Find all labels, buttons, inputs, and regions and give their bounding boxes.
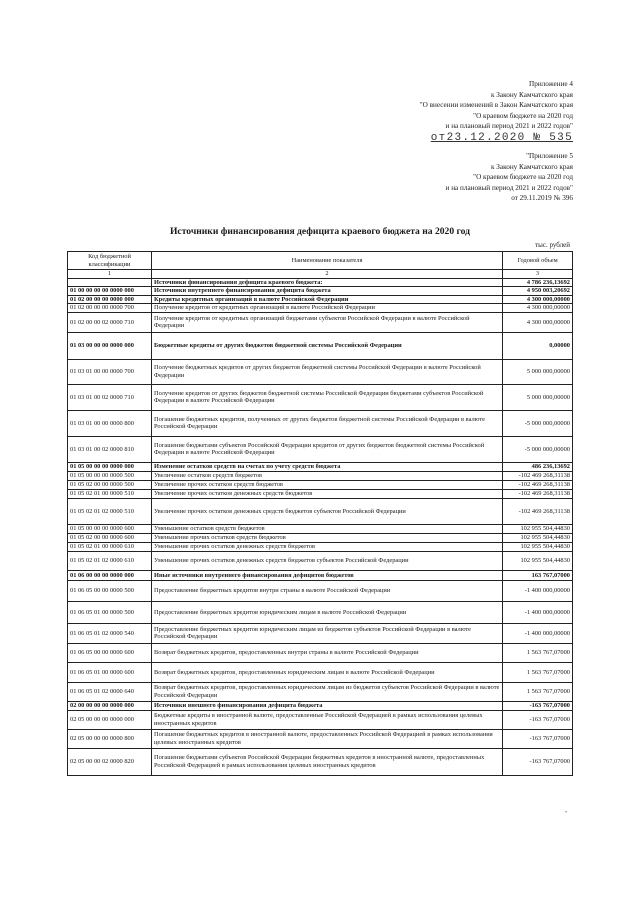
column-number: 2 bbox=[152, 270, 503, 279]
header-code: Код бюджетной классификации bbox=[68, 252, 152, 270]
row-value: -1 400 000,00000 bbox=[503, 623, 573, 643]
units-label: тыс. рублей bbox=[535, 241, 570, 249]
row-value: -1 400 000,00000 bbox=[503, 580, 573, 601]
row-value: -5 000 000,00000 bbox=[503, 436, 573, 462]
table-row bbox=[68, 410, 573, 436]
appendix-4-line: и на плановый период 2021 и 2022 годов" bbox=[445, 122, 573, 131]
row-value: 4 300 000,00000 bbox=[503, 312, 573, 332]
row-name: Бюджетные кредиты в иностранной валюте, предоставленные Российской Федерацией в рамках использования целевых иностранных кредитов bbox=[152, 710, 503, 729]
row-code: 01 00 00 00 00 0000 000 bbox=[68, 287, 152, 296]
appendix-5-line: от 29.11.2019 № 396 bbox=[511, 194, 573, 203]
table-row bbox=[68, 498, 573, 524]
row-name: Предоставление бюджетных кредитов внутри страны в валюте Российской Федерации bbox=[152, 580, 503, 601]
row-value: 1 563 767,07000 bbox=[503, 662, 573, 682]
table-row bbox=[68, 551, 573, 570]
row-value: 5 000 000,00000 bbox=[503, 384, 573, 410]
table-row bbox=[68, 312, 573, 332]
row-value: 486 236,13692 bbox=[503, 462, 573, 471]
appendix-5-line: к Закону Камчатского края bbox=[491, 162, 573, 171]
row-value: -102 469 268,31138 bbox=[503, 489, 573, 498]
closing-quote-mark: " bbox=[565, 811, 568, 817]
column-number-row bbox=[68, 270, 573, 279]
table-header-row bbox=[68, 252, 573, 270]
table-row bbox=[68, 278, 573, 287]
table-row bbox=[68, 332, 573, 359]
table-row bbox=[68, 570, 573, 580]
row-code: 01 03 01 00 00 0000 800 bbox=[68, 410, 152, 436]
table-row bbox=[68, 436, 573, 462]
appendix-4-line: "О внесении изменений в Закон Камчатского края bbox=[419, 101, 573, 110]
row-code bbox=[68, 278, 152, 287]
appendix-5-line: и на плановый период 2021 и 2022 годов" bbox=[445, 183, 573, 192]
table-row bbox=[68, 710, 573, 729]
row-name: Предоставление бюджетных кредитов юридическим лицам в валюте Российской Федерации bbox=[152, 601, 503, 623]
row-value: -102 469 268,31138 bbox=[503, 480, 573, 489]
row-value: -163 767,07000 bbox=[503, 710, 573, 729]
row-code: 01 05 02 01 02 0000 610 bbox=[68, 551, 152, 570]
table-row bbox=[68, 462, 573, 471]
row-value: 1 563 767,07000 bbox=[503, 682, 573, 701]
row-code: 02 05 00 00 02 0000 820 bbox=[68, 748, 152, 775]
table-row bbox=[68, 729, 573, 748]
row-code: 01 03 00 00 00 0000 000 bbox=[68, 332, 152, 359]
table-row bbox=[68, 662, 573, 682]
row-code: 01 02 00 00 02 0000 710 bbox=[68, 312, 152, 332]
financing-sources-table bbox=[67, 251, 573, 776]
table-row bbox=[68, 643, 573, 662]
table-row bbox=[68, 580, 573, 601]
row-value: 4 300 000,00000 bbox=[503, 304, 573, 313]
row-value: -102 469 268,31138 bbox=[503, 498, 573, 524]
row-name: Предоставление бюджетных кредитов юридическим лицам из бюджетов субъектов Российской Федерации в валюте Российской Федерации bbox=[152, 623, 503, 643]
table-row bbox=[68, 287, 573, 296]
row-value: 4 786 236,13692 bbox=[503, 278, 573, 287]
appendix-5-line: "Приложение 5 bbox=[526, 152, 573, 160]
row-code: 01 06 05 00 00 0000 600 bbox=[68, 643, 152, 662]
row-code: 01 05 00 00 00 0000 000 bbox=[68, 462, 152, 471]
table-row bbox=[68, 524, 573, 533]
row-code: 02 05 00 00 00 0000 800 bbox=[68, 729, 152, 748]
row-code: 01 02 00 00 00 0000 700 bbox=[68, 304, 152, 313]
row-name: Погашение бюджетных кредитов, полученных от других бюджетов бюджетной системы Российской Федерации в валюте Российской Федерации bbox=[152, 410, 503, 436]
row-code: 01 05 02 01 02 0000 510 bbox=[68, 498, 152, 524]
table-row bbox=[68, 489, 573, 498]
table-row bbox=[68, 384, 573, 410]
table-row bbox=[68, 480, 573, 489]
row-value: 163 767,07000 bbox=[503, 570, 573, 580]
row-name: Уменьшение остатков средств бюджетов bbox=[152, 524, 503, 533]
row-name: Источники внутреннего финансирования дефицита бюджета bbox=[152, 287, 503, 296]
row-code: 01 05 00 00 00 0000 600 bbox=[68, 524, 152, 533]
table-body bbox=[68, 278, 573, 775]
row-name: Возврат бюджетных кредитов, предоставленных юридическим лицам в валюте Российской Федерации bbox=[152, 662, 503, 682]
row-code: 01 06 05 01 02 0000 540 bbox=[68, 623, 152, 643]
column-number: 3 bbox=[503, 270, 573, 279]
row-value: 1 563 767,07000 bbox=[503, 643, 573, 662]
row-value: -102 469 268,31138 bbox=[503, 471, 573, 480]
appendix-5-header bbox=[446, 151, 573, 204]
row-code: 01 05 02 01 00 0000 610 bbox=[68, 542, 152, 551]
appendix-5-line: "О краевом бюджете на 2020 год bbox=[473, 173, 573, 182]
row-name: Получение кредитов от других бюджетов бюджетной системы Российской Федерации бюджетами субъектов Российской Федерации в валюте Российской Федерации bbox=[152, 384, 503, 410]
table-row bbox=[68, 682, 573, 701]
row-code: 01 06 05 01 00 0000 600 bbox=[68, 662, 152, 682]
appendix-4-line: к Закону Камчатского края bbox=[491, 90, 573, 99]
row-value: 102 955 504,44830 bbox=[503, 524, 573, 533]
row-value: -1 400 000,00000 bbox=[503, 601, 573, 623]
row-code: 01 03 01 00 00 0000 700 bbox=[68, 359, 152, 384]
row-name: Кредиты кредитных организаций в валюте Российской Федерации bbox=[152, 295, 503, 304]
row-name: Иные источники внутреннего финансирования дефицитов бюджетов bbox=[152, 570, 503, 580]
row-value: -163 767,07000 bbox=[503, 729, 573, 748]
row-code: 01 02 00 00 00 0000 000 bbox=[68, 295, 152, 304]
row-code: 01 05 02 00 00 0000 600 bbox=[68, 533, 152, 542]
row-value: 5 000 000,00000 bbox=[503, 359, 573, 384]
table-row bbox=[68, 601, 573, 623]
row-name: Источники внешнего финансирования дефицита бюджета bbox=[152, 701, 503, 710]
row-code: 01 06 05 00 00 0000 500 bbox=[68, 580, 152, 601]
table-row bbox=[68, 748, 573, 775]
row-name: Изменение остатков средств на счетах по учету средств бюджета bbox=[152, 462, 503, 471]
row-name: Получение бюджетных кредитов от других бюджетов бюджетной системы Российской Федерации в валюте Российской Федерации bbox=[152, 359, 503, 384]
row-name: Возврат бюджетных кредитов, предоставленных внутри страны в валюте Российской Федерации bbox=[152, 643, 503, 662]
row-code: 01 06 05 01 02 0000 640 bbox=[68, 682, 152, 701]
row-value: 102 955 504,44830 bbox=[503, 533, 573, 542]
table-row bbox=[68, 295, 573, 304]
row-name: Увеличение прочих остатков средств бюджетов bbox=[152, 480, 503, 489]
table-row bbox=[68, 701, 573, 710]
row-value: 4 300 000,00000 bbox=[503, 295, 573, 304]
row-name: Уменьшение прочих остатков денежных средств бюджетов субъектов Российской Федерации bbox=[152, 551, 503, 570]
row-value: -163 767,07000 bbox=[503, 748, 573, 775]
document-title: Источники финансирования дефицита краевого бюджета на 2020 год bbox=[169, 226, 471, 237]
row-code: 01 03 01 00 02 0000 710 bbox=[68, 384, 152, 410]
row-name: Погашение бюджетами субъектов Российской Федерации кредитов от других бюджетов бюджетной системы Российской Федерации в валюте Российской Федерации bbox=[152, 436, 503, 462]
column-number: 1 bbox=[68, 270, 152, 279]
row-name: Увеличение прочих остатков денежных средств бюджетов субъектов Российской Федерации bbox=[152, 498, 503, 524]
table-row bbox=[68, 304, 573, 313]
table-row bbox=[68, 542, 573, 551]
header-name: Наименование показателя bbox=[152, 252, 503, 270]
row-name: Уменьшение прочих остатков денежных средств бюджетов bbox=[152, 542, 503, 551]
row-value: -163 767,07000 bbox=[503, 701, 573, 710]
row-code: 01 06 00 00 00 0000 000 bbox=[68, 570, 152, 580]
row-name: Возврат бюджетных кредитов, предоставленных юридическим лицам из бюджетов субъектов Российской Федерации в валюте Российской Федерации bbox=[152, 682, 503, 701]
row-value: -5 000 000,00000 bbox=[503, 410, 573, 436]
row-name: Увеличение прочих остатков денежных средств бюджетов bbox=[152, 489, 503, 498]
row-name: Уменьшение прочих остатков средств бюджетов bbox=[152, 533, 503, 542]
row-name: Получение кредитов от кредитных организаций в валюте Российской Федерации bbox=[152, 304, 503, 313]
appendix-4-line: "О краевом бюджете на 2020 год bbox=[473, 111, 573, 120]
row-code: 02 05 00 00 00 0000 000 bbox=[68, 710, 152, 729]
row-name: Источники финансирования дефицита краевого бюджета: bbox=[152, 278, 503, 287]
row-name: Получение кредитов от кредитных организаций бюджетами субъектов Российской Федерации в валюте Российской Федерации bbox=[152, 312, 503, 332]
row-code: 02 00 00 00 00 0000 000 bbox=[68, 701, 152, 710]
appendix-4-line: Приложение 4 bbox=[529, 80, 573, 88]
table-row bbox=[68, 471, 573, 480]
row-value: 4 950 003,20692 bbox=[503, 287, 573, 296]
row-code: 01 05 00 00 00 0000 500 bbox=[68, 471, 152, 480]
appendix-4-header bbox=[420, 79, 573, 144]
row-value: 102 955 504,44830 bbox=[503, 542, 573, 551]
law-date-number-stamp: от23.12.2020 № 535 bbox=[430, 131, 573, 144]
table-row bbox=[68, 359, 573, 384]
row-code: 01 03 01 00 02 0000 810 bbox=[68, 436, 152, 462]
row-name: Увеличение остатков средств бюджетов bbox=[152, 471, 503, 480]
table-row bbox=[68, 533, 573, 542]
header-value: Годовой объем bbox=[503, 252, 573, 270]
row-code: 01 06 05 01 00 0000 500 bbox=[68, 601, 152, 623]
row-code: 01 05 02 00 00 0000 500 bbox=[68, 480, 152, 489]
row-value: 0,00000 bbox=[503, 332, 573, 359]
row-code: 01 05 02 01 00 0000 510 bbox=[68, 489, 152, 498]
table-row bbox=[68, 623, 573, 643]
row-value: 102 955 504,44830 bbox=[503, 551, 573, 570]
row-name: Погашение бюджетных кредитов в иностранной валюте, предоставленных Российской Федерацией в рамках использования целевых иностранных кредитов bbox=[152, 729, 503, 748]
row-name: Погашение бюджетами субъектов Российской Федерации бюджетных кредитов в иностранной валюте, предоставленных Российской Федерацией в рамках использования целевых иностранных кредитов bbox=[152, 748, 503, 775]
row-name: Бюджетные кредиты от других бюджетов бюджетной системы Российской Федерации bbox=[152, 332, 503, 359]
